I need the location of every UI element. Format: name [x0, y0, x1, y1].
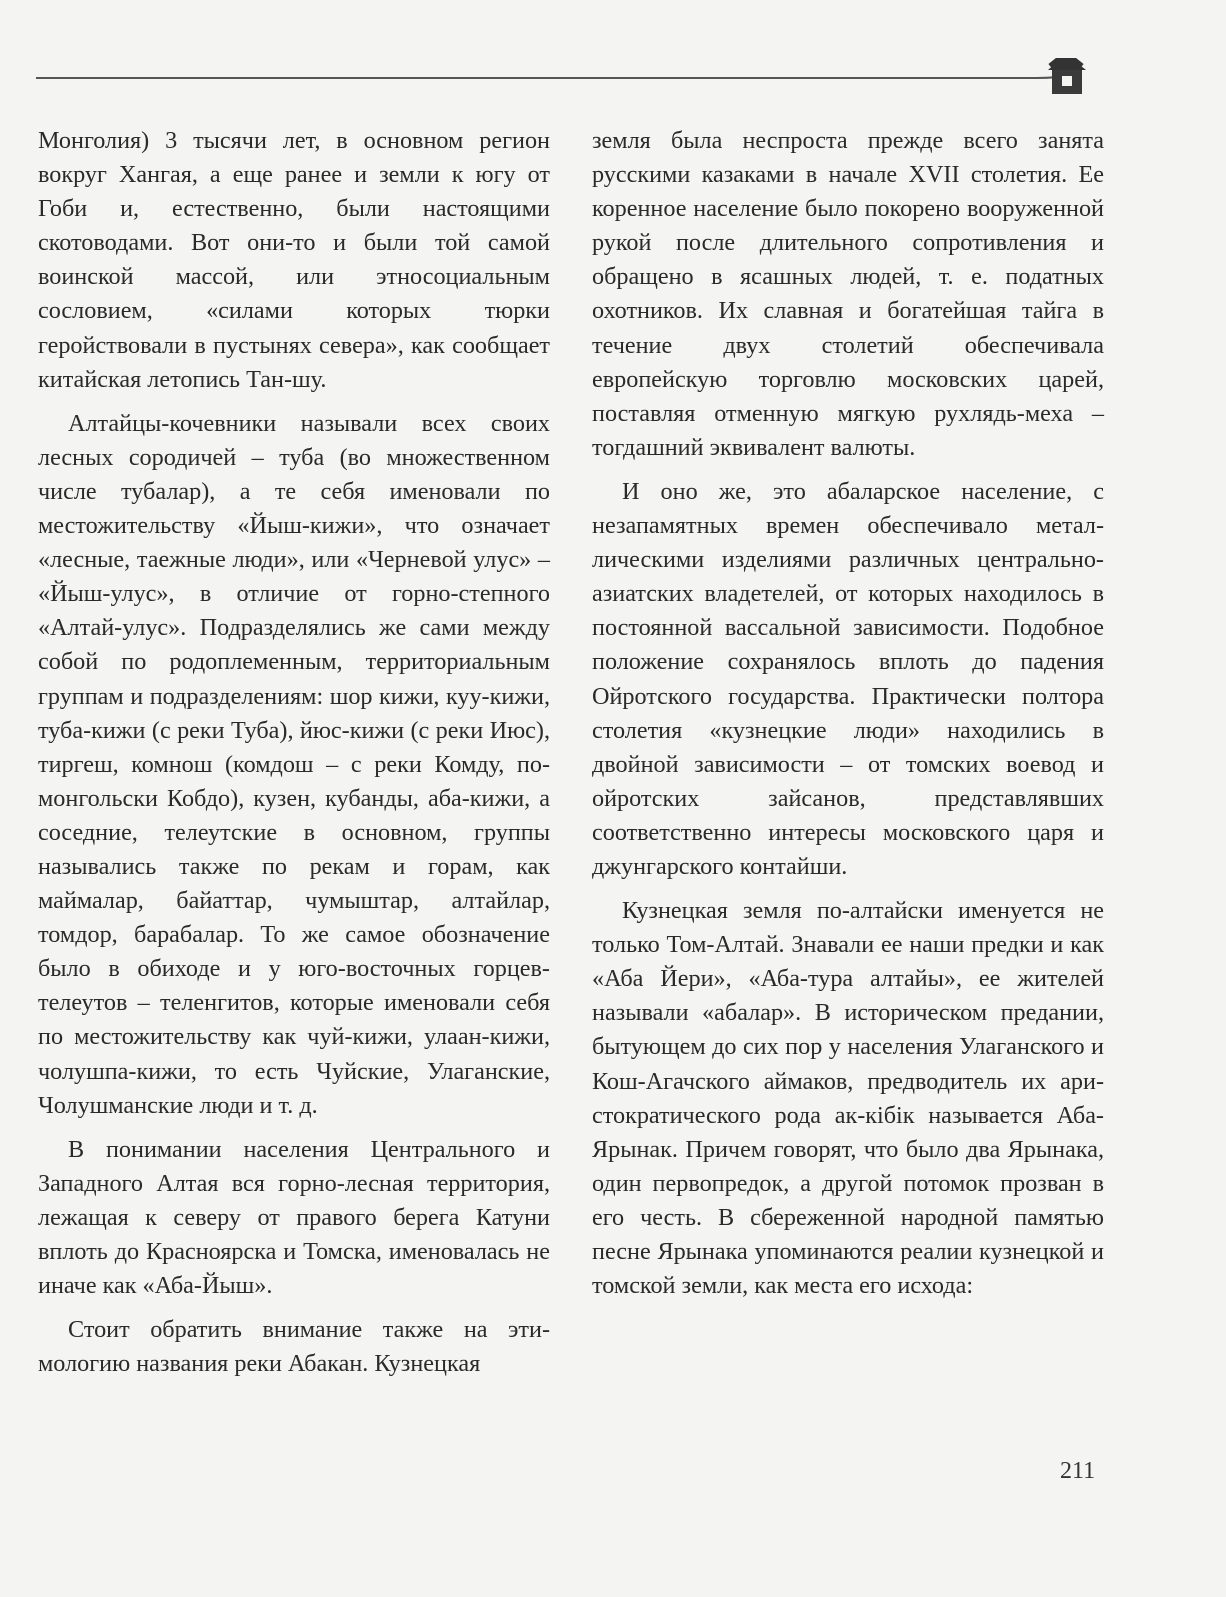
paragraph: Кузнецкая земля по-алтайски именуется не только Том-Алтай. Знавали ее наши предки и как «Аба Йери», «Аба-тура алтайы», ее жителей называли «абалар». В историческом предании, бытующем до сих пор у населения Улаганского и Кош-Агачского аймаков, предводитель их аристократического рода ак-кібік называется Аба-Ярынак. Причем говорят, что было два Ярынака, один первопредок, а другой потомок прозван в его честь. В сбереженной народной памятью песне Ярынака упоминаются реалии кузнецкой и томской земли, как места его исхода: [592, 897, 1104, 1300]
paragraph: Стоит обратить внимание также на этимологию названия реки Абакан. Кузнецкая [38, 1316, 550, 1378]
windmill-hut-icon [1048, 58, 1086, 94]
left-column [38, 124, 550, 1391]
header-rule [36, 58, 1116, 98]
paragraph: земля была неспроста прежде всего занята русскими казаками в начале XVII столетия. Ее коренное население было покорено вооруженной рукой после длительного сопротивления и обращено в ясашных людей, т. е. податных охотников. Их славная и богатейшая тайга в течение двух столетий обеспечивала европейскую торговлю московских царей, поставляя отменную мягкую рухлядь-меха – тогдашний эквивалент валюты. [592, 127, 1104, 461]
page-number: 211 [1060, 1458, 1096, 1484]
paragraph: В понимании населения Центрального и Западного Алтая вся горно-лесная территория, лежащая к северу от правого берега Катуни вплоть до Красноярска и Томска, именовалась не иначе как «Аба-Йыш». [38, 1135, 550, 1300]
paragraph: Монголия) 3 тысячи лет, в основном регион вокруг Хангая, а еще ранее и земли к югу от Гоби и, естественно, были настоящими скотоводами. Вот они-то и были той самой воинской массой, или этносоциальным сословием, «силами которых тюрки геройствовали в пустынях севера», как сообщает китайская летопись Тан-шу. [38, 127, 550, 393]
right-column [592, 124, 1104, 1313]
paragraph: И оно же, это абаларское население, с незапамятных времен обеспечивало металлическими изделиями различных центрально-азиатских владетелей, от которых находилось в постоянной вассальной зависимости. Подобное положение сохранялось вплоть до падения Ойротского государства. Практически полтора столетия «кузнецкие люди» находились в двойной зависимости – от томских воевод и ойротских зайсанов, представлявших соответственно интересы московского царя и джунгарского контайши. [592, 477, 1104, 880]
paragraph: Алтайцы-кочевники называли всех своих лесных сородичей – туба (во множественном числе тубалар), а те себя именовали по местожительству «Йыш-кижи», что означает «лесные, таежные люди», или «Черневой улус» – «Йыш-улус», в отличие от горно-степного «Алтай-улус». Подразделялись же сами между собой по родоплеменным, территориальным группам и подразделениям: шор кижи, куу-кижи, туба-кижи (с реки Туба), йюс-кижи (с реки Июс), тиргеш, комнош (комдош – с реки Комду, по-монгольски Кобдо), кузен, кубанды, аба-кижи, а соседние, телеутские в основном, группы назывались также по рекам и горам, как маймалар, байаттар, чумыштар, алтайлар, томдор, барабалар. То же самое обозначение было в обиходе и у юго-восточных горцев-телеутов – теленгитов, которые именовали себя по местожительству как чуй-кижи, улаан-кижи, чолушпа-кижи, то есть Чуйские, Улаганские, Чолушманские люди и т. д. [38, 409, 550, 1119]
